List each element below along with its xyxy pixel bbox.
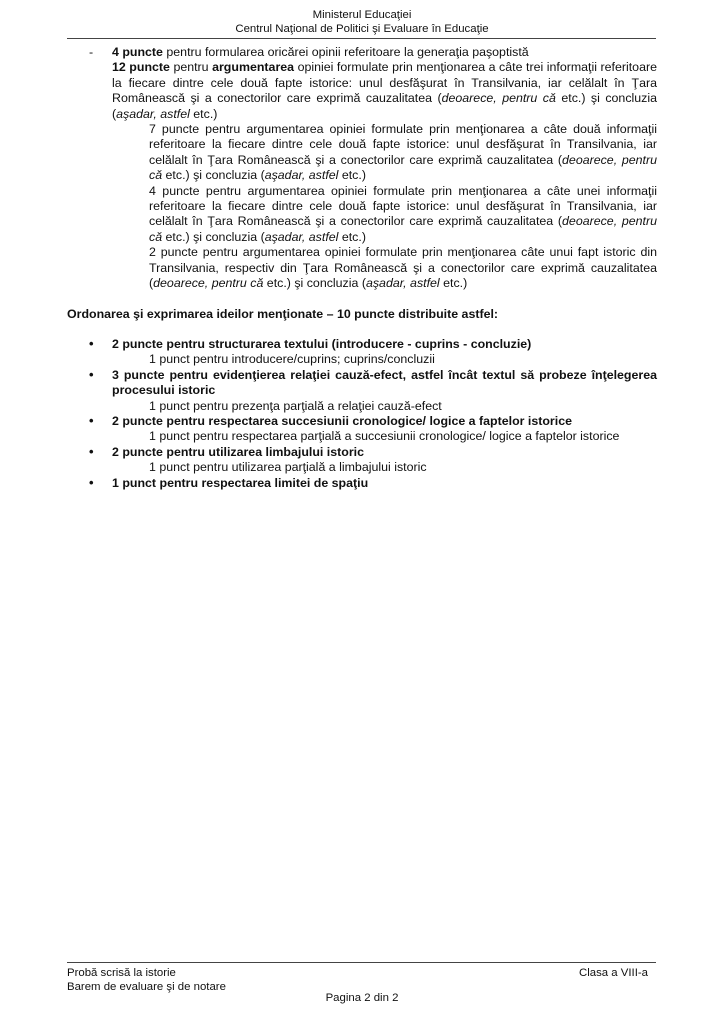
sub-criterion-2: 2 puncte pentru argumentarea opiniei formulate prin menţionarea câte unui fapt istoric din Transilvania, respectiv din Ţara Românească şi a conectorilor care exprimă cauzalitatea (deoarece, pentru că etc.) şi concluzia (aşadar, astfel etc.)	[149, 245, 657, 291]
exam-name: Probă scrisă la istorie	[67, 967, 176, 979]
sub-criterion-7: 7 puncte pentru argumentarea opiniei formulate prin menţionarea a câte două informaţii referitoare la fiecare dintre cele două fapte istorice: unul desfăşurat în Transilvania, iar celălalt în Ţara Românească şi a conectorilor care exprimă cauzalitatea (deoarece, pentru că etc.) şi concluzia (aşadar, astfel etc.)	[149, 122, 658, 183]
dash-marker: -	[89, 45, 94, 59]
bullet-marker: •	[89, 412, 94, 428]
criterion-item	[67, 368, 657, 414]
center-name: Centrul Naţional de Politici şi Evaluare în Educaţie	[235, 23, 489, 35]
criterion-item	[67, 337, 657, 368]
criterion-title: • 2 puncte pentru utilizarea limbajului istoric	[89, 443, 364, 459]
dash-item	[67, 45, 657, 122]
criterion-item	[67, 476, 657, 491]
bullet-marker: •	[89, 335, 94, 351]
page-number: Pagina 2 din 2	[325, 992, 399, 1004]
header-rule	[67, 38, 656, 39]
bullet-marker: •	[89, 366, 94, 382]
criterion-detail: 1 punct pentru respectarea parţială a succesiunii cronologice/ logice a faptelor istorice	[149, 429, 620, 444]
document-type: Barem de evaluare şi de notare	[67, 981, 226, 993]
criterion-detail: 1 punct pentru introducere/cuprins; cuprins/concluzii	[149, 352, 435, 367]
page-header	[0, 8, 724, 36]
sub-criterion-4: 4 puncte pentru argumentarea opiniei formulate prin menţionarea a câte unei informaţii referitoare la fiecare dintre cele două fapte istorice: unul desfăşurat în Transilvania, iar celălalt în Ţara Românească şi a conectorilor care exprimă cauzalitatea (deoarece, pentru că etc.) şi concluzia (aşadar, astfel etc.)	[149, 183, 658, 244]
section-heading: Ordonarea şi exprimarea ideilor menţionate – 10 puncte distribuite astfel:	[67, 306, 499, 321]
ministry-name: Ministerul Educaţiei	[312, 9, 412, 21]
criterion-detail: 1 punct pentru utilizarea parţială a limbajului istoric	[149, 460, 427, 475]
grade-level: Clasa a VIII-a	[578, 967, 648, 979]
bullet-marker: •	[89, 474, 94, 490]
criterion-title: • 3 puncte pentru evidenţierea relaţiei cauză-efect, astfel încât textul să probeze înţelegerea procesului istoric	[89, 366, 657, 398]
criterion-title: • 1 punct pentru respectarea limitei de spaţiu	[89, 474, 369, 490]
opinion-points: 4 puncte pentru formularea oricărei opinii referitoare la generaţia paşoptistă	[112, 45, 529, 59]
criterion-detail: 1 punct pentru prezenţa parţială a relaţiei cauză-efect	[149, 398, 442, 413]
content	[67, 45, 657, 491]
page-footer	[67, 966, 656, 994]
criterion-title: • 2 puncte pentru structurarea textului (introducere - cuprins - concluzie)	[89, 335, 532, 351]
argument-points: 12 puncte pentru argumentarea opiniei formulate prin menţionarea a câte trei informaţii referitoare la fiecare dintre cele două fapte istorice: unul desfăşurat în Transilvania, iar celălalt în Ţara Românească şi a conectorilor care exprimă cauzalitatea (deoarece, pentru că etc.) şi concluzia (aşadar, astfel etc.)	[112, 60, 658, 121]
criterion-item	[67, 414, 657, 445]
footer-rule	[67, 962, 656, 963]
bullet-marker: •	[89, 443, 94, 459]
criterion-title: • 2 puncte pentru respectarea succesiunii cronologice/ logice a faptelor istorice	[89, 412, 572, 428]
criterion-item	[67, 445, 657, 476]
